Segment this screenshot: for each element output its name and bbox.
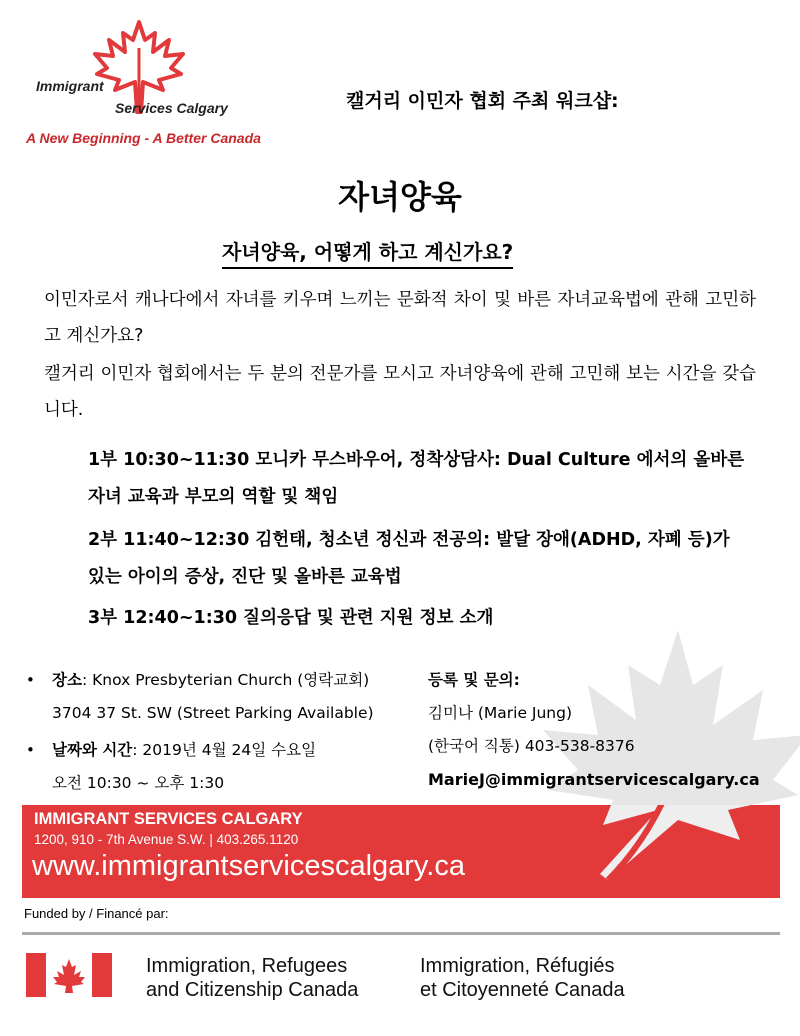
logo-name-line2: Services Calgary xyxy=(115,100,228,116)
date-block xyxy=(52,734,316,800)
page-title: 자녀양육 xyxy=(338,178,462,216)
banner-maple-leaf-icon xyxy=(508,805,780,890)
gov-name-french xyxy=(420,954,625,1002)
date-value: : 2019년 4월 24일 수요일 xyxy=(132,741,317,759)
bullet-venue: • xyxy=(26,671,35,689)
time-value: 오전 10:30 ~ 오후 1:30 xyxy=(52,774,225,792)
gov-fr-line2: et Citoyenneté Canada xyxy=(420,979,625,1001)
contact-name: 김미나 (Marie Jung) xyxy=(428,704,573,722)
venue-value: : Knox Presbyterian Church (영락교회) xyxy=(81,671,370,689)
divider xyxy=(22,932,780,935)
contact-phone: (한국어 직통) 403-538-8376 xyxy=(428,737,635,755)
contact-email-link[interactable]: MarieJ@immigrantservicescalgary.ca xyxy=(428,770,760,789)
canada-flag-icon xyxy=(26,953,112,997)
venue-label: 장소 xyxy=(52,671,82,689)
intro-paragraph-2: 캘거리 이민자 협회에서는 두 분의 전문가를 모시고 자녀양육에 관해 고민해 보는 시간을 갖습니다. xyxy=(44,364,756,420)
intro-paragraph-1: 이민자로서 캐나다에서 자녀를 키우며 느끼는 문화적 차이 및 바른 자녀교육법에 관해 고민하고 계신가요? xyxy=(44,290,756,346)
gov-fr-line1: Immigration, Réfugiés xyxy=(420,955,615,977)
funded-by-label: Funded by / Financé par: xyxy=(24,906,169,921)
session-1: 1부 10:30~11:30 모니카 무스바우어, 정착상담사: Dual Culture 에서의 올바른 자녀 교육과 부모의 역할 및 책임 xyxy=(88,450,745,507)
venue-address: 3704 37 St. SW (Street Parking Available) xyxy=(52,704,374,722)
header-title: 캘거리 이민자 협회 주최 워크샵: xyxy=(346,90,619,112)
logo-tagline: A New Beginning - A Better Canada xyxy=(26,130,261,146)
venue-block xyxy=(52,664,374,730)
logo-name-line1: Immigrant xyxy=(36,78,104,94)
page-subtitle: 자녀양육, 어떻게 하고 계신가요? xyxy=(222,236,513,269)
session-2: 2부 11:40~12:30 김헌태, 청소년 정신과 전공의: 발달 장애(ADHD, 자폐 등)가 있는 아이의 증상, 진단 및 올바른 교육법 xyxy=(88,530,730,587)
banner-org-name: IMMIGRANT SERVICES CALGARY xyxy=(34,810,303,828)
contact-block xyxy=(428,664,760,796)
gov-en-line2: and Citizenship Canada xyxy=(146,979,359,1001)
gov-en-line1: Immigration, Refugees xyxy=(146,955,348,977)
session-3: 3부 12:40~1:30 질의응답 및 관련 지원 정보 소개 xyxy=(88,608,494,628)
banner-website-link[interactable]: www.immigrantservicescalgary.ca xyxy=(32,850,465,882)
contact-label: 등록 및 문의: xyxy=(428,671,520,689)
footer-banner xyxy=(22,805,780,898)
gov-name-english xyxy=(146,954,358,1002)
bullet-date: • xyxy=(26,741,35,759)
banner-address: 1200, 910 - 7th Avenue S.W. | 403.265.1120 xyxy=(34,832,299,847)
date-label: 날짜와 시간 xyxy=(52,741,133,759)
